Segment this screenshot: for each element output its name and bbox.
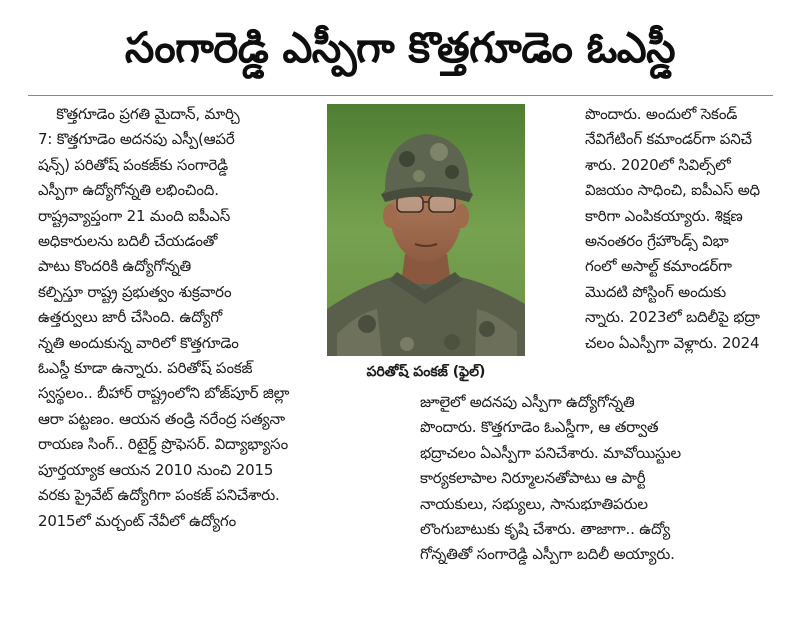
article-line: గంలో అసాల్ట్ కమాండర్‌గా: [585, 257, 732, 276]
article-line: భద్రాచలం ఏఎస్పీగా పనిచేశారు. మావోయిస్టుల: [420, 443, 681, 462]
article-line: లొంగుబాటుకు కృషి చేశారు. తాజాగా.. ఉద్యో: [420, 520, 671, 539]
article-line: నేవిగేటింగ్ కమాండర్‌గా పనిచే: [585, 130, 752, 149]
article-column-right: [585, 102, 775, 356]
article-line: నాయకులు, సభ్యులు, సానుభూతిపరుల: [420, 494, 648, 513]
article-line: కల్పిస్తూ రాష్ట్ర ప్రభుత్వం శుక్రవారం: [38, 282, 232, 301]
article-line: న్నారు. 2023లో బదిలీపై భద్రా: [585, 308, 760, 327]
article-line: రాష్ట్రవ్యాప్తంగా 21 మంది ఐపీఎస్: [38, 206, 231, 225]
article-line: జూలైలో అదనపు ఎస్పీగా ఉద్యోగోన్నతి: [420, 393, 635, 411]
portrait-image: [327, 104, 525, 356]
article-line: 7: కొత్తగూడెం అదనపు ఎస్పీ(ఆపరే: [38, 130, 235, 149]
article-line: స్వస్థలం.. బీహార్ రాష్ట్రంలోని బోజ్‌పూర్ జిల్లా: [38, 384, 290, 403]
article-line: ఎస్పీగా ఉద్యోగోన్నతి లభించింది.: [38, 181, 219, 200]
headline-divider: [28, 95, 773, 96]
article-line: ఆరా పట్టణం. ఆయన తండ్రి నరేంద్ర సత్యనా: [38, 409, 285, 428]
article-line: ఓఎస్డీ కూడా ఉన్నారు. పరితోష్ పంకజ్: [38, 359, 253, 378]
article-line: 2015లో మర్చంట్ నేవీలో ఉద్యోగం: [38, 511, 237, 530]
portrait-photo: [327, 104, 525, 356]
article-column-left: [38, 102, 320, 534]
article-line: షన్స్) పరితోష్ పంకజ్‌కు సంగారెడ్డి: [38, 155, 229, 174]
article-line: పొందారు. కొత్తగూడెం ఓఎస్డీగా, ఆ తర్వాత: [420, 418, 659, 437]
article-line: పాటు కొందరికి ఉద్యోగోన్నతి: [38, 257, 192, 276]
article-line: కొత్తగూడెం ప్రగతి మైదాన్, మార్చి: [38, 105, 240, 123]
article-line: ఉత్తర్వులు జారీ చేసింది. ఉద్యోగో: [38, 308, 223, 327]
article-line: మొదటి పోస్టింగ్ అందుకు: [585, 282, 726, 301]
article-line: పూర్తయ్యాక ఆయన 2010 నుంచి 2015: [38, 460, 274, 479]
article-line: చలం ఏఎస్పీగా వెళ్లారు. 2024: [585, 333, 760, 352]
article-line: గోన్నతితో సంగారెడ్డి ఎస్పీగా బదిలీ అయ్యారు.: [420, 545, 675, 564]
article-column-bottom: [420, 390, 775, 568]
article-line: వరకు ప్రైవేట్ ఉద్యోగిగా పంకజ్ పనిచేశారు.: [38, 486, 280, 505]
article-line: అధికారులను బదిలీ చేయడంతో: [38, 232, 218, 251]
article-line: రాయణ సింగ్.. రిటైర్డ్ ప్రొఫెసర్. విద్యాభ్యాసం: [38, 435, 288, 454]
article-line: శారు. 2020లో సివిల్స్‌లో: [585, 155, 731, 174]
photo-caption: పరితోష్ పంకజ్ (ఫైల్): [366, 364, 486, 380]
article-line: కారిగా ఎంపికయ్యారు. శిక్షణ: [585, 206, 743, 225]
article-line: అనంతరం గ్రేహౌండ్స్ విభా: [585, 232, 729, 251]
article-line: న్నతి అందుకున్న వారిలో కొత్తగూడెం: [38, 333, 239, 352]
article-line: కార్యకలాపాల నిర్మూలనతోపాటు ఆ పార్టీ: [420, 469, 646, 488]
article-line: విజయం సాధించి, ఐపీఎస్ అధి: [585, 181, 760, 200]
article-line: పొందారు. అందులో సెకండ్: [585, 105, 738, 123]
headline: సంగారెడ్డి ఎస్పీగా కొత్తగూడెం ఓఎస్డీ: [124, 23, 676, 72]
